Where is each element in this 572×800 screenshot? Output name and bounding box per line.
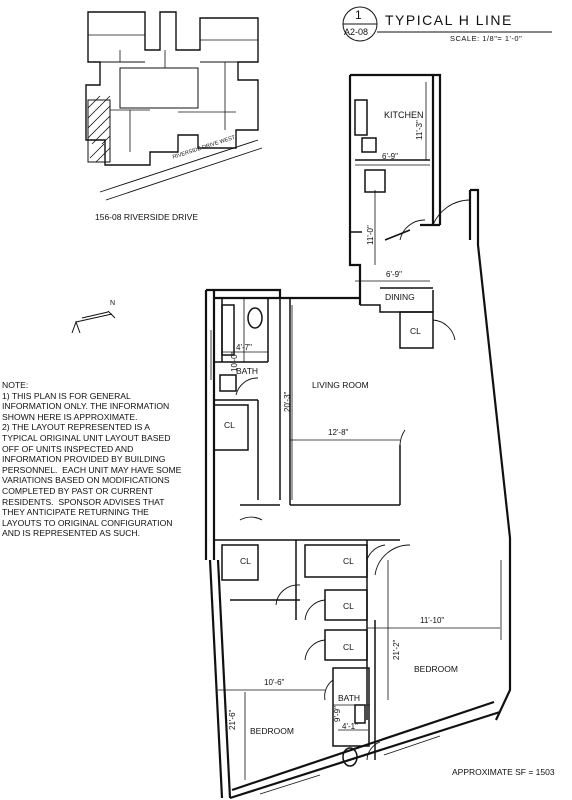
building-address: 156-08 RIVERSIDE DRIVE <box>95 212 198 222</box>
dim-bath2-width: 4'-1" <box>342 722 358 731</box>
dim-bedroom2-width: 11'-10" <box>420 616 445 625</box>
key-plan <box>86 12 258 165</box>
room-bedroom-1: BEDROOM <box>250 726 294 736</box>
north-arrow-icon <box>72 311 115 333</box>
room-bedroom-2: BEDROOM <box>414 664 458 674</box>
exterior-walls <box>206 75 510 798</box>
closet-label: CL <box>410 326 421 336</box>
closet-label: CL <box>343 601 354 611</box>
key-plan-street <box>100 140 262 200</box>
approximate-area: APPROXIMATE SF = 1503 <box>452 767 555 777</box>
dimension-lines <box>218 82 500 780</box>
key-plan-hatch <box>88 96 110 162</box>
room-dining: DINING <box>385 292 415 302</box>
general-note: NOTE: 1) THIS PLAN IS FOR GENERAL INFORMATION ONLY. THE INFORMATION SHOWN HERE IS APPROXIMATE. 2) THE LAYOUT REPRESENTED IS A TYPICAL ORIGINAL UNIT LAYOUT BASED OFF OF UNITS INSPECTED AND INFORMATION PROVIDED BY BUILDING PERSONNEL. EACH UNIT MAY HAVE SOME VARIATIONS BASED ON MODIFICATIONS COMPLETED BY PAST OR CURRENT RESIDENTS. SPONSOR ADVISES THAT THEY ANTICIPATE RETURNING THE LAYOUTS TO ORIGINAL CONFIGURATION AND IS REPRESENTED AS SUCH. <box>2 380 182 539</box>
closet-label: CL <box>343 642 354 652</box>
drawing-scale: SCALE: 1/8"= 1'-0" <box>450 34 523 43</box>
room-living: LIVING ROOM <box>312 380 369 390</box>
room-bath-2: BATH <box>338 693 361 703</box>
sheet-ref: A2-08 <box>344 27 369 37</box>
dim-kitchen-width: 6'-9" <box>382 152 398 161</box>
drawing-title: TYPICAL H LINE <box>385 12 513 28</box>
north-arrow-label: N <box>110 300 116 307</box>
dim-living-depth: 20'-3" <box>283 391 292 412</box>
dim-living-width: 12'-8" <box>328 428 349 437</box>
street-label: RIVERSIDE DRIVE WEST <box>172 134 237 161</box>
closet-label: CL <box>224 420 235 430</box>
room-kitchen: KITCHEN <box>384 110 424 120</box>
dim-bath2-depth: 9'-9" <box>333 706 342 722</box>
closet-label: CL <box>240 556 251 566</box>
interior-walls <box>214 100 433 766</box>
room-bath-1: BATH <box>236 366 259 376</box>
dim-dining-width: 6'-9" <box>386 270 402 279</box>
dim-bath1-width: 4'-7" <box>236 343 252 352</box>
dim-bedroom1-width: 10'-6" <box>264 678 285 687</box>
dim-bedroom1-depth: 21'-6" <box>228 709 237 730</box>
dim-hall-length: 11'-0" <box>366 225 375 245</box>
dim-bedroom2-depth: 21'-2" <box>392 639 401 660</box>
door-swings <box>236 200 470 760</box>
dim-kitchen-depth: 11'-3" <box>415 120 424 140</box>
dim-bath1-depth: 10'-0" <box>230 351 239 372</box>
closet-label: CL <box>343 556 354 566</box>
detail-number: 1 <box>355 8 362 22</box>
